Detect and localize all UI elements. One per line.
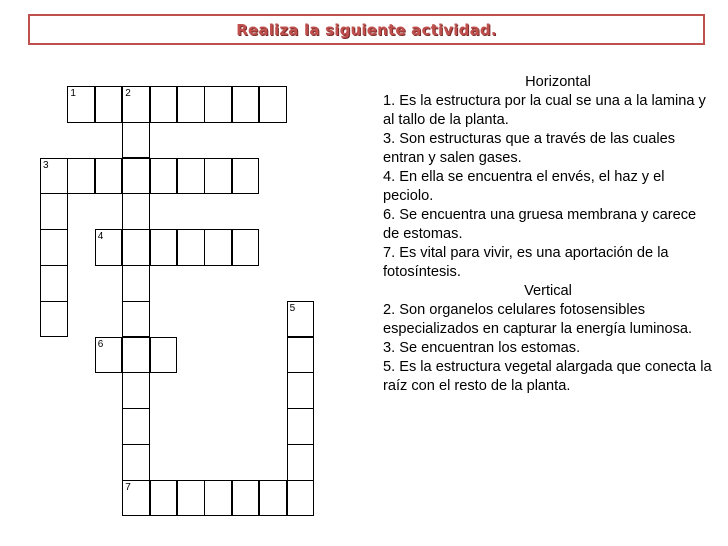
crossword-cell[interactable] [287, 480, 315, 517]
cell-number: 1 [70, 88, 76, 99]
crossword-cell[interactable] [95, 158, 123, 195]
crossword-cell[interactable] [95, 229, 123, 266]
crossword-cell[interactable] [259, 480, 287, 517]
crossword-cell[interactable] [40, 301, 68, 338]
clues-panel [383, 73, 713, 396]
cell-number: 7 [125, 481, 131, 493]
crossword-cell[interactable] [177, 158, 205, 195]
crossword-cell[interactable] [232, 86, 260, 123]
crossword-grid [0, 0, 330, 493]
page-title: Realiza la siguiente actividad. [236, 21, 497, 39]
crossword-cell[interactable] [204, 158, 232, 195]
crossword-cell[interactable] [177, 86, 205, 123]
cell-number: 4 [97, 231, 104, 243]
crossword-cell[interactable] [40, 158, 68, 195]
cell-number: 6 [97, 338, 104, 350]
crossword-cell[interactable] [122, 408, 150, 445]
crossword-cell[interactable] [40, 265, 68, 302]
cell-number: 3 [43, 159, 49, 171]
crossword-cell[interactable] [204, 480, 232, 517]
crossword-cell[interactable] [122, 444, 150, 481]
horizontal-heading: Horizontal [525, 74, 591, 90]
crossword-cell[interactable] [259, 86, 287, 123]
crossword-cell[interactable] [122, 265, 150, 302]
crossword-cell[interactable] [122, 122, 150, 159]
clue-vertical-2: 2. Son organelos celulares fotosensibles especializados en capturar la energía luminosa. [383, 302, 693, 337]
crossword-cell[interactable] [150, 480, 178, 517]
crossword-cell[interactable] [95, 337, 123, 374]
crossword-cell[interactable] [232, 158, 260, 195]
clue-vertical-5: 5. Es la estructura vegetal alargada que conecta la raíz con el resto de la planta. [383, 359, 712, 394]
crossword-cell[interactable] [287, 372, 315, 409]
crossword-cell[interactable] [122, 86, 150, 123]
crossword-cell[interactable] [122, 301, 150, 338]
clue-horizontal-4: 4. En ella se encuentra el envés, el haz y el peciolo. [383, 169, 665, 204]
crossword-cell[interactable] [287, 408, 315, 445]
crossword-cell[interactable] [177, 480, 205, 517]
crossword-cell[interactable] [150, 86, 178, 123]
crossword-cell[interactable] [67, 86, 95, 123]
crossword-cell[interactable] [122, 372, 150, 409]
crossword-cell[interactable] [40, 229, 68, 266]
crossword-cell[interactable] [232, 229, 260, 266]
crossword-cell[interactable] [40, 193, 68, 230]
crossword-cell[interactable] [122, 480, 150, 517]
crossword-cell[interactable] [95, 86, 123, 123]
crossword-cell[interactable] [150, 337, 178, 374]
cell-number: 5 [289, 302, 296, 314]
clue-horizontal-6: 6. Se encuentra una gruesa membrana y carece de estomas. [383, 207, 697, 242]
crossword-cell[interactable] [204, 86, 232, 123]
crossword-cell[interactable] [177, 229, 205, 266]
crossword-cell[interactable] [150, 158, 178, 195]
vertical-heading: Vertical [524, 283, 572, 299]
crossword-cell[interactable] [150, 229, 178, 266]
crossword-cell[interactable] [287, 301, 315, 338]
cell-number: 2 [125, 88, 131, 99]
crossword-cell[interactable] [232, 480, 260, 517]
crossword-cell[interactable] [122, 158, 150, 195]
crossword-cell[interactable] [204, 229, 232, 266]
crossword-cell[interactable] [122, 337, 150, 374]
clue-horizontal-3: 3. Son estructuras que a través de las cuales entran y salen gases. [383, 131, 676, 166]
crossword-cell[interactable] [287, 444, 315, 481]
crossword-cell[interactable] [67, 158, 95, 195]
clue-horizontal-7: 7. Es vital para vivir, es una aportación de la fotosíntesis. [383, 245, 669, 280]
clue-horizontal-1: 1. Es la estructura por la cual se una a la lamina y al tallo de la planta. [383, 93, 706, 128]
crossword-cell[interactable] [287, 337, 315, 374]
clue-vertical-3: 3. Se encuentran los estomas. [383, 340, 581, 356]
crossword-cell[interactable] [122, 193, 150, 230]
crossword-cell[interactable] [122, 229, 150, 266]
